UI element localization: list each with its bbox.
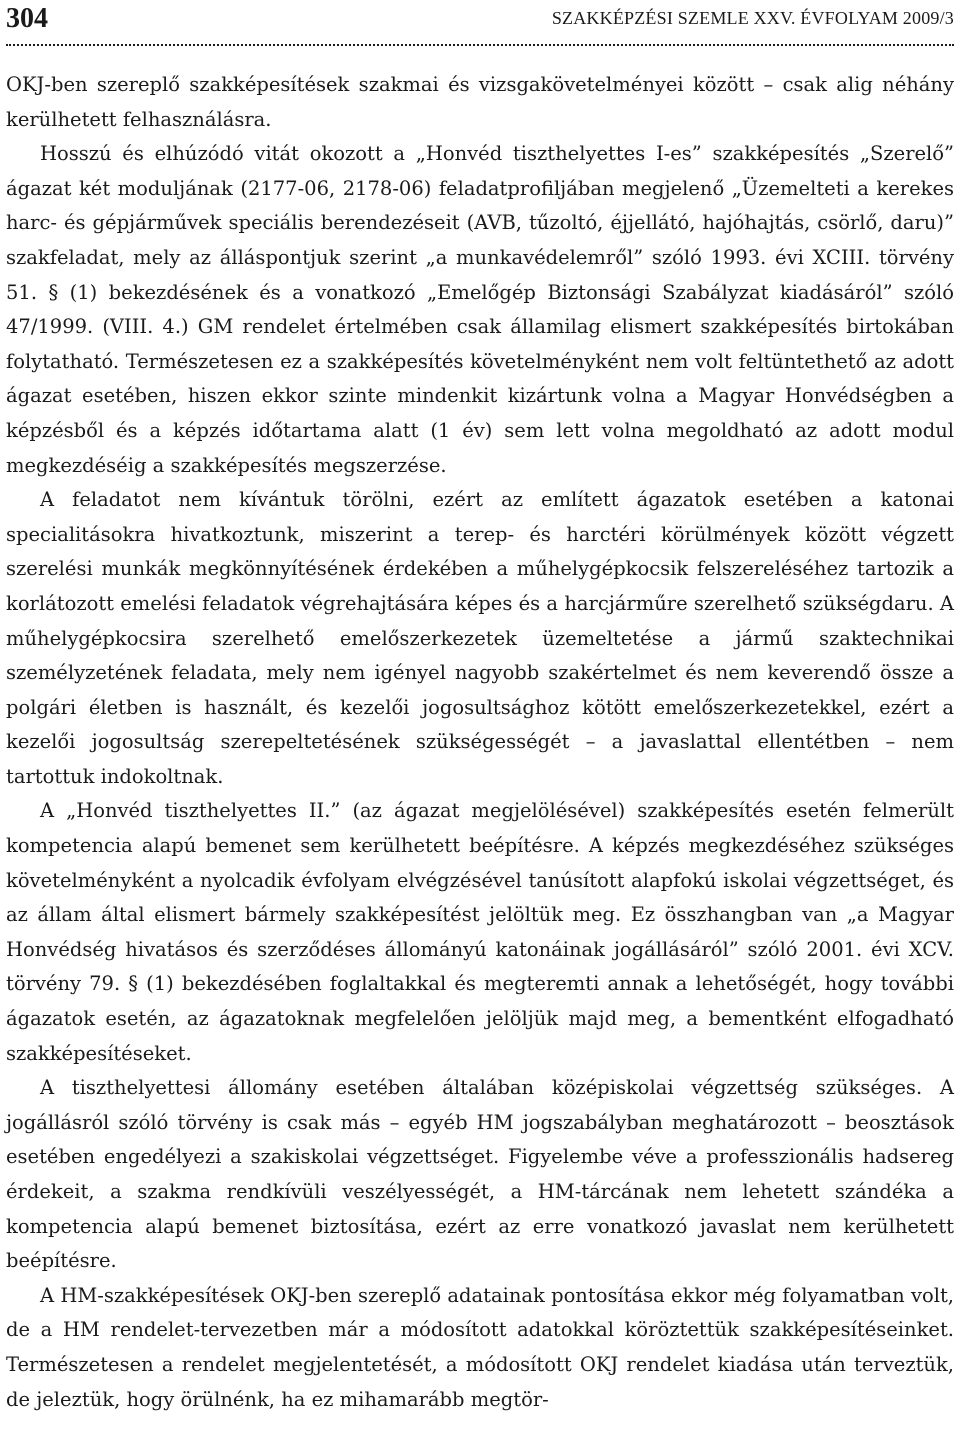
paragraph-1: OKJ-ben szereplő szakképesítések szakmai és vizsgakövetelményei között – csak alig néhány kerülhetett felhasználásra. — [6, 73, 954, 131]
page-header — [6, 0, 954, 40]
article-body — [6, 68, 954, 1417]
paragraph-5: A tiszthelyettesi állomány esetében általában középiskolai végzettség szükséges. A jogállásról szóló törvény is csak más – egyéb HM jogszabályban meghatározott – beosztások esetében engedélyezi a szakiskolai végzettséget. Figyelembe véve a professzionális hadsereg érdekeit, a szakma rendkívüli veszélyességét, a HM-tárcának nem lehetett szándéka a kompetencia alapú bemenet biztosítása, ezért az erre vonatkozó javaslat nem kerülhetett beépítésre. — [6, 1076, 954, 1273]
journal-title: SZAKKÉPZÉSI SZEMLE XXV. ÉVFOLYAM 2009/3 — [551, 8, 954, 28]
paragraph-3: A feladatot nem kívántuk törölni, ezért az említett ágazatok esetében a katonai specialitásokra hivatkoztunk, miszerint a terep- és harctéri körülmények között végzett szerelési munkák megkönnyítésének érdekében a műhelygépkocsik felszereléséhez tartozik a korlátozott emelési feladatok végrehajtására képes és a harcjárműre szerelhető szükségdaru. A műhelygépkocsira szerelhető emelőszerkezetek üzemeltetése a jármű szaktechnikai személyzetének feladata, mely nem igényel nagyobb szakértelmet és nem keverendő össze a polgári életben is használt, és kezelői jogosultsághoz kötött emelőszerkezetekkel, ezért a kezelői jogosultság szerepeltetésének szükségességét – a javaslattal ellentétben – nem tartottuk indokoltnak. — [6, 488, 954, 788]
paragraph-6: A HM-szakképesítések OKJ-ben szereplő adatainak pontosítása ekkor még folyamatban volt, de a HM rendelet-tervezetben már a módosított adatokkal köröztettük szakképesítéseinket. Természetesen a rendelet megjelentetését, a módosított OKJ rendelet kiadása után terveztük, de jeleztük, hogy örülnénk, ha ez mihamarább megtör- — [6, 1283, 954, 1411]
page-number: 304 — [6, 3, 48, 34]
header-divider — [6, 44, 954, 46]
paragraph-2: Hosszú és elhúzódó vitát okozott a „Honvéd tiszthelyettes I-es” szakképesítés „Szerelő” ágazat két moduljának (2177-06, 2178-06) feladatprofiljában megjelenő „Üzemelteti a kerekes harc- és gépjárművek speciális berendezéseit (AVB, tűzoltó, éjjellátó, hajóhajtás, csörlő, daru)” szakfeladat, mely az álláspontjuk szerint „a munkavédelemről” szóló 1993. évi XCIII. törvény 51. § (1) bekezdésének és a vonatkozó „Emelőgép Biztonsági Szabályzat kiadásáról” szóló 47/1999. (VIII. 4.) GM rendelet értelmében csak államilag elismert szakképesítés birtokában folytatható. Természetesen ez a szakképesítés követelményként nem volt feltüntethető az adott ágazat esetében, hiszen ekkor szinte mindenkit kizártunk volna a Magyar Honvédségben a képzésből és a képzés időtartama alatt (1 év) sem lett volna megoldható az adott modul megkezdéséig a szakképesítés megszerzése. — [6, 142, 954, 477]
paragraph-4: A „Honvéd tiszthelyettes II.” (az ágazat megjelölésével) szakképesítés esetén felmerült kompetencia alapú bemenet sem kerülhetett beépítésre. A képzés megkezdéséhez szükséges követelményként a nyolcadik évfolyam elvégzésével tanúsított alapfokú iskolai végzettséget, és az állam által elismert bármely szakképesítést jelöltük meg. Ez összhangban van „a Magyar Honvédség hivatásos és szerződéses állományú katonáinak jogállásáról” szóló 2001. évi XCV. törvény 79. § (1) bekezdésében foglaltakkal és megteremti annak a lehetőségét, hogy további ágazatok esetén, az ágazatoknak megfelelően jelöljük majd meg, a bementként elfogadható szakképesítéseket. — [6, 799, 954, 1065]
